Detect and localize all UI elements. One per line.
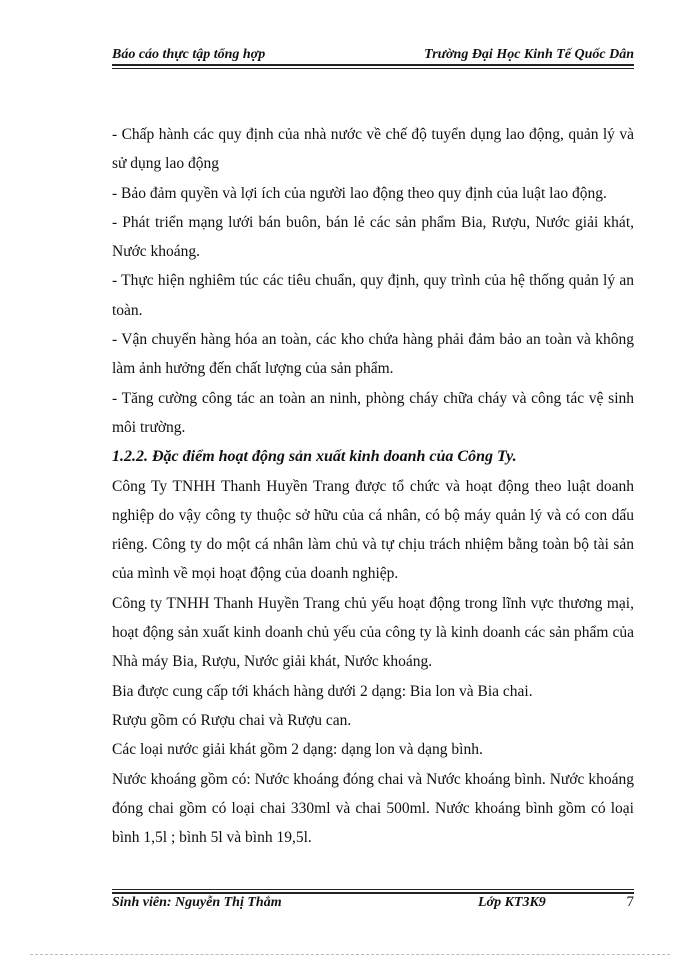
paragraph: Bia được cung cấp tới khách hàng dưới 2 dạng: Bia lon và Bia chai. bbox=[112, 682, 533, 700]
paragraph: Các loại nước giải khát gồm 2 dạng: dạng lon và dạng bình. bbox=[112, 741, 483, 759]
paragraph: Công ty TNHH Thanh Huyền Trang chủ yếu hoạt động trong lĩnh vực thương mại, hoạt động sản xuất kinh doanh chủ yếu của công ty là kinh doanh các sản phẩm của Nhà máy Bia, Rượu, Nước giải khát, Nước khoáng. bbox=[112, 594, 634, 671]
page-number: 7 bbox=[626, 894, 634, 910]
paragraph: - Vận chuyển hàng hóa an toàn, các kho chứa hàng phải đảm bảo an toàn và không làm ảnh hưởng đến chất lượng của sản phẩm. bbox=[112, 331, 634, 378]
paragraph: Rượu gồm có Rượu chai và Rượu can. bbox=[112, 711, 352, 729]
header-divider bbox=[112, 64, 634, 69]
paragraph: Công Ty TNHH Thanh Huyền Trang được tổ chức và hoạt động theo luật doanh nghiệp do vậy công ty thuộc sở hữu của cá nhân, có bộ máy quản lý và có con dấu riêng. Công ty do một cá nhân làm chủ và tự chịu trách nhiệm bằng toàn bộ tài sản của mình về mọi hoạt động của doanh nghiệp. bbox=[112, 477, 634, 583]
header-report-title: Báo cáo thực tập tổng hợp bbox=[112, 47, 266, 62]
footer-class: Lớp KT3K9 bbox=[478, 895, 546, 910]
paragraph: - Tăng cường công tác an toàn an ninh, phòng cháy chữa cháy và công tác vệ sinh môi trường. bbox=[112, 389, 634, 436]
paragraph: - Thực hiện nghiêm túc các tiêu chuẩn, quy định, quy trình của hệ thống quản lý an toàn. bbox=[112, 272, 634, 319]
footer-student-name: Sinh viên: Nguyễn Thị Thắm bbox=[112, 895, 282, 910]
header-university: Trường Đại Học Kinh Tế Quốc Dân bbox=[424, 47, 634, 62]
document-body bbox=[112, 120, 634, 852]
paragraph: - Phát triển mạng lưới bán buôn, bán lẻ các sản phẩm Bia, Rượu, Nước giải khát, Nước khoáng. bbox=[112, 213, 634, 261]
paragraph: - Bảo đảm quyền và lợi ích của người lao động theo quy định của luật lao động. bbox=[112, 184, 607, 202]
page-edge-divider bbox=[30, 954, 670, 955]
paragraph: - Chấp hành các quy định của nhà nước về chế độ tuyển dụng lao động, quản lý và sử dụng lao động bbox=[112, 126, 634, 173]
section-heading: 1.2.2. Đặc điểm hoạt động sản xuất kinh doanh của Công Ty. bbox=[112, 448, 517, 466]
paragraph: Nước khoáng gồm có: Nước khoáng đóng chai và Nước khoáng bình. Nước khoáng đóng chai gồm có loại chai 330ml và chai 500ml. Nước khoáng bình gồm có loại bình 1,5l ; bình 5l và bình 19,5l. bbox=[112, 770, 634, 847]
footer-divider bbox=[112, 889, 634, 894]
